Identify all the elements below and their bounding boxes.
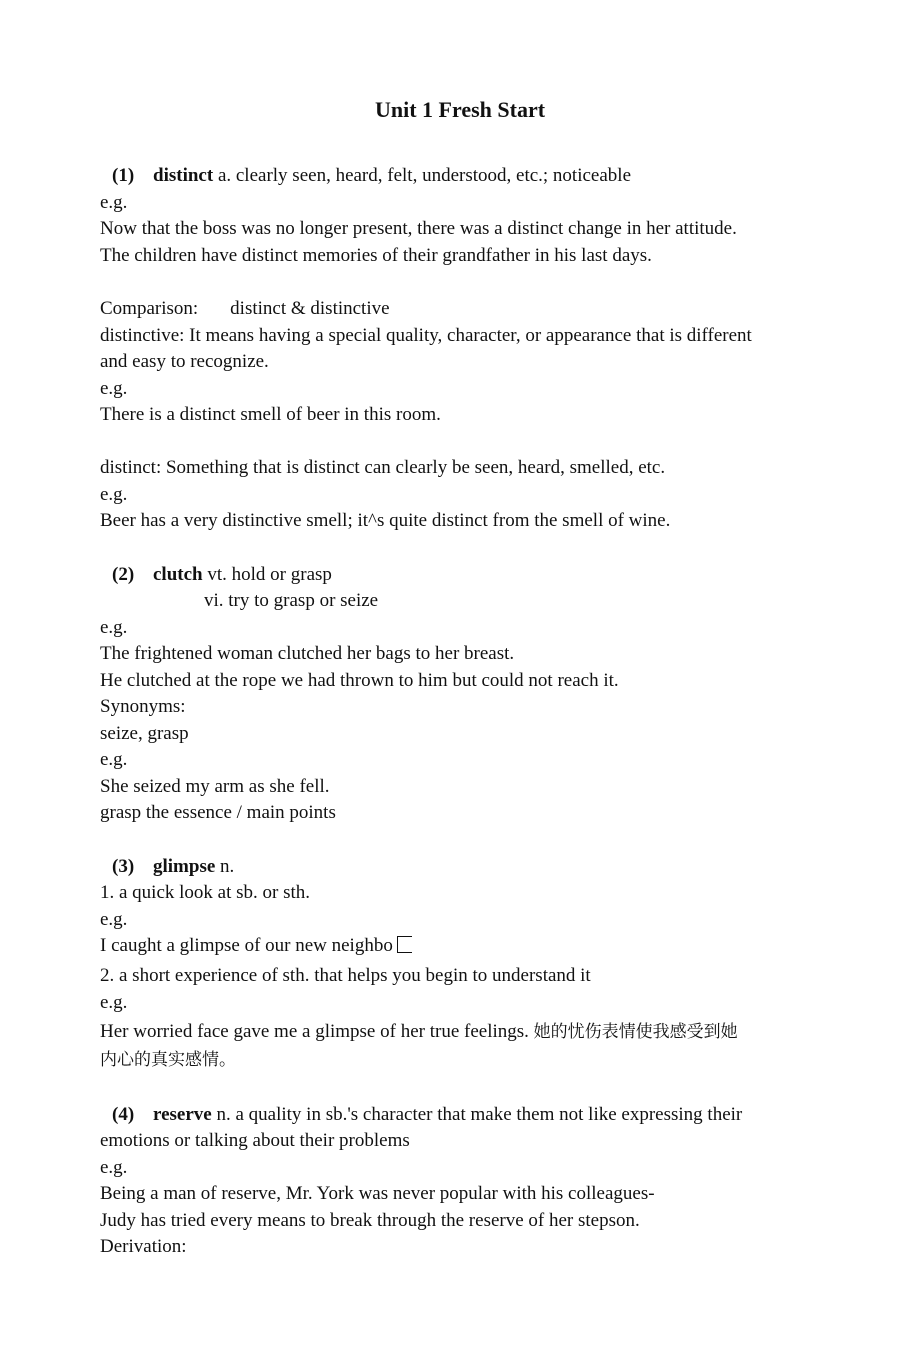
headword: distinct [153,165,214,186]
example-sentence: grasp the essence / main points [100,802,336,823]
entry-heading [153,1104,742,1126]
eg-label: e.g. [100,909,128,930]
example-sentence [100,935,412,957]
headword: clutch [153,564,203,585]
eg-label: e.g. [100,617,128,638]
definition-line: and easy to recognize. [100,351,269,372]
page-title: Unit 1 Fresh Start [374,97,546,122]
eg-label: e.g. [100,1157,128,1178]
eg-label: e.g. [100,378,128,399]
entry-number: (3) [112,856,135,877]
definition-line: emotions or talking about their problems [100,1130,410,1151]
entry-heading [153,856,234,878]
comparison-line [100,298,390,320]
example-sentence: There is a distinct smell of beer in this room. [100,404,441,425]
example-sentence: Beer has a very distinctive smell; it^s quite distinct from the smell of wine. [100,510,671,531]
definition: n. a quality in sb.'s character that make them not like expressing their [211,1104,743,1125]
example-sentence: He clutched at the rope we had thrown to him but could not reach it. [100,670,619,691]
entry-heading [153,165,631,187]
comparison-label: Comparison: [100,298,199,319]
example-text: Her worried face gave me a glimpse of her true feelings. [100,1021,534,1042]
missing-glyph-icon [397,936,412,953]
headword: reserve [153,1104,212,1125]
example-sentence: The frightened woman clutched her bags to her breast. [100,643,515,664]
entry-number: (1) [112,165,135,186]
definition-line: 1. a quick look at sb. or sth. [100,882,311,903]
definition: vt. hold or grasp [202,564,332,585]
definition: a. clearly seen, heard, felt, understood, etc.; noticeable [213,165,632,186]
part-of-speech: n. [215,856,235,877]
chinese-translation: 内心的真实感情。 [100,1050,236,1070]
definition-line: 2. a short experience of sth. that helps you begin to understand it [100,965,591,986]
example-text: I caught a glimpse of our new neighbo [100,935,393,956]
example-sentence: She seized my arm as she fell. [100,776,330,797]
entry-number: (2) [112,564,135,585]
example-sentence [100,1021,738,1043]
definition-line: distinct: Something that is distinct can clearly be seen, heard, smelled, etc. [100,457,666,478]
eg-label: e.g. [100,192,128,213]
synonyms-words: seize, grasp [100,723,189,744]
eg-label: e.g. [100,484,128,505]
derivation-label: Derivation: [100,1236,187,1257]
example-sentence: Now that the boss was no longer present, there was a distinct change in her attitude. [100,218,737,239]
entry-number: (4) [112,1104,135,1125]
entry-heading [153,564,332,586]
headword: glimpse [153,856,216,877]
eg-label: e.g. [100,749,128,770]
comparison-words: distinct & distinctive [230,298,390,319]
chinese-translation: 她的忧伤表情使我感受到她 [533,1022,738,1042]
synonyms-label: Synonyms: [100,696,186,717]
definition-line: distinctive: It means having a special quality, character, or appearance that is different [100,325,752,346]
definition: vi. try to grasp or seize [204,590,379,611]
example-sentence: Judy has tried every means to break through the reserve of her stepson. [100,1210,640,1231]
eg-label: e.g. [100,992,128,1013]
example-sentence: Being a man of reserve, Mr. York was never popular with his colleagues- [100,1183,655,1204]
example-sentence: The children have distinct memories of their grandfather in his last days. [100,245,652,266]
